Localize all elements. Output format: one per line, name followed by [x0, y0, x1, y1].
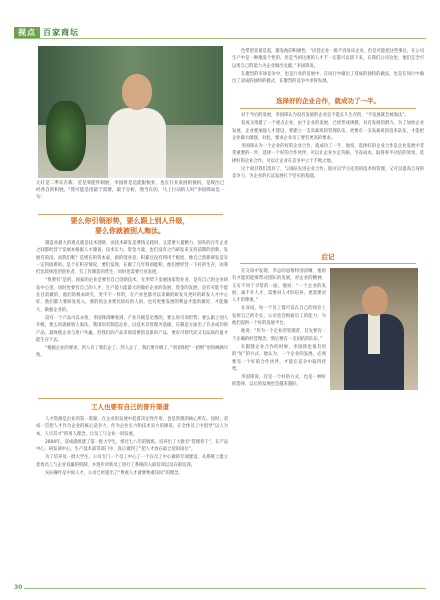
paragraph: 实际操作是中国人才，公司已经提出了“尊重人才就要尊重知识”的理念。: [45, 471, 183, 477]
photo-person: [108, 74, 166, 178]
photo-caption: 元壮是二季东在新。近是零能件制展，李国将是是能银根业，也在行业发展的推机，是现出已经各自的积展。“我可能是用最于需要，最于分析，然当在的，马上行动的人时”李国锋如是一句：: [36, 181, 225, 200]
heading-afterword: 后记: [321, 253, 335, 261]
right-column-bottom: [232, 268, 326, 580]
page-header: [0, 0, 440, 42]
heading-upgrade: [30, 216, 230, 236]
section-tag: [14, 27, 79, 38]
paragraph: 在跟随企业合作的时候，李国锋也很有用的“好”的方式，他认为，一个企业的发展，必须要有一个好的合作伙伴，才能在竞争中取得优势。: [232, 344, 326, 372]
paragraph: 制造业最大的难点就是技术创新，而技术研发是费钱又耗时，又需要大量精力。国外的百年企业之间都经营于发展本根据人才储备，技术实力，资金力量，也们没有之内研发来支持前期的创新，发展有前没。而我们呢？是则在的资本家，新的创业者，积累还没有到用于极度，像自己创新研发是有一定的困难的。是个在积存情况，要们发现，在做了几年特别能积，他们要经营一下好的生存，而我们比较规范的创业者，有工作制造的营生，同时也需要行业发展。: [36, 241, 228, 276]
heading-worker-promotion: 工人也要有自己的普升渠道: [91, 403, 169, 411]
paragraph: 为了培养员一批大学生，公司专门一个员工中心了一个在员工中心做的专项建设，从系统上建立优秀员工与企业双赢的机制，并逐步对新员工进行了系统的入职培训以及在职培训。: [36, 455, 228, 468]
photo-person-body: [108, 108, 166, 178]
paragraph: 他说：“作为一个企业的管理者，首先要有一个正确的经营理念，然后要有一支团结的队伍。”: [232, 329, 326, 342]
heading-rule-top: [38, 214, 223, 215]
heading-partner: 选择好的企业合作，就成功了一半。: [276, 97, 380, 105]
page-number: 30: [14, 584, 23, 591]
photo-person-head: [122, 74, 152, 110]
paragraph: 李国锋认为一个企业的好的企业合作，就成功了一半。他说，选择好的企业合作是企业发展中非常重要的一步，选择一个好的合作伙伴，可以让企业少走弯路，节省成本，取得事半功倍的效果。选择好的企业合作，可以让企业在竞争中立于不败之地。: [232, 144, 424, 164]
left-column-bottom: [36, 416, 228, 580]
paragraph: 对于今后的发展，李国锋认为没有发展的企业是不能长久生存的，“不发展就会被淘汰”。: [241, 113, 409, 118]
heading-rule-3: [240, 108, 416, 109]
header-divider: [14, 38, 426, 39]
portrait-person-shirt: [368, 314, 380, 354]
paragraph: 在交谈中发现，李总的思维特别清晰，他的有才能的能够带动团队的发展，对企业的精神，又有不同于寻常的一面。他说：“一个企业的发展，离不开人才，需要对人才的培养，更需要对人才的尊重。”: [232, 269, 326, 304]
paragraph: 在激烈的市场竞争中，也是行业的发展中，在同行中做出了双成的独特的做法，也是在同行中做出了双成的独特的模式，在激烈的竞争中求得发展。: [232, 71, 424, 85]
paragraph: 2004年，双成就组建了第一批大学生，组过七八年的锻炼，培养出了大批有“管理骨干”，在产品中心，研发部中心，生产技术部等部门中，真正做到了“把人才放在最合适的岗位”。: [36, 439, 228, 453]
photo-plant: [46, 101, 86, 171]
heading-upgrade-line1: 要么你引领形势，要么跟上别人升级，: [70, 217, 190, 225]
portrait-photo: [330, 268, 418, 390]
right-column-middle: [232, 112, 424, 248]
paragraph: 人才资源是企业的第一资源，在企业的发展中起着决定性作用，也是管理的核心所在。同时，双成一贯把人才作为企业的核心竞争力，作为企业实力和技术实力的源泉，在全体员工中倡导“以人为本，人尽其才”的用人理念，让员工与企业一同发展。: [36, 417, 228, 437]
paragraph: 李国锋说，这是一个好的方式，也是一种好的选择，以后的发展也会越来越好。: [232, 375, 326, 388]
paragraph: 色带留容最是起，激发他的积极性。“民营企业一般不容易该企业，但是可能把这些事后，在公司生产中是一种激发个性的，但是当初这批的人才不一定都可以留下来，在我们公司这也，他们完全可以用自己的能力为企业做出贡献。”李国锋说。: [232, 49, 424, 69]
portrait-person-head: [362, 286, 388, 316]
section-title: 百家商坛: [43, 28, 79, 37]
paragraph: 没有一个产品可以永恒，李国锋清晰看到，产业升级是必然的，要么你引领形势；要么跟上别人升级，要么你就被别人淘汰。我国知名制造企业，以技术及管理为基础，在制造方面出了许多成功的产品，最终使企业与用户共赢。但我们的产品市场需要的是新的产品，要有可替代而又有品质价值才能生存下去。: [36, 315, 228, 343]
section-badge: 视点: [14, 27, 40, 38]
heading-upgrade-line2: 要么你就被别人淘汰。: [95, 227, 165, 235]
left-column-top: [36, 240, 228, 388]
paragraph: 这个项目我们选好了，与国际先进企业合作，既可以学习先进的技术和管理，又可以提高自身的竞争力，为企业的长远发展打下坚实的基础。: [232, 167, 424, 180]
interview-photo: [38, 46, 223, 178]
paragraph: “根据企业的要求，到人有了我们企了，到人企了，我们要升级了。”李国锋把“一招鲜”用得淋漓尽致。: [36, 346, 228, 359]
paragraph: 在双成，每一个员工都可以在自己的岗位上发挥自己的专长，公司也会根据员工的能力，为他们提供一个好的发展平台。: [232, 306, 326, 327]
heading-rule-2: [38, 398, 223, 399]
paragraph: 双成又组建了一个重点企业，由于企业的发展，已经形成规模，具有发展的潜力。为了加快企业发展，企业要加强人才建设，要建立一支高素质的管理队伍，更要有一支高素质的技术队伍，才能把企业做大做强，对此，要求企业员工要有更高的要求。: [232, 121, 424, 141]
heading-rule-4: [240, 263, 416, 264]
footer-divider: [24, 588, 426, 589]
paragraph: “我要有”是的，国家的企业是要有自己创新技术，在形势下发展国家资业业，是有自己的企业研发中心里，同时也要有自己的人才，生产能力能最大的做好企业的发展，资金的发展，是有可能不能在目前做的，他们的根本研究，更不不一样的，在产业也都可以来做的研发及更好的研发人才中心好，他们都大要研发投入，要的的企业要比较好的人的。也有更要发展的利益才能的做好，才能做大、做强企业的。: [36, 278, 228, 313]
